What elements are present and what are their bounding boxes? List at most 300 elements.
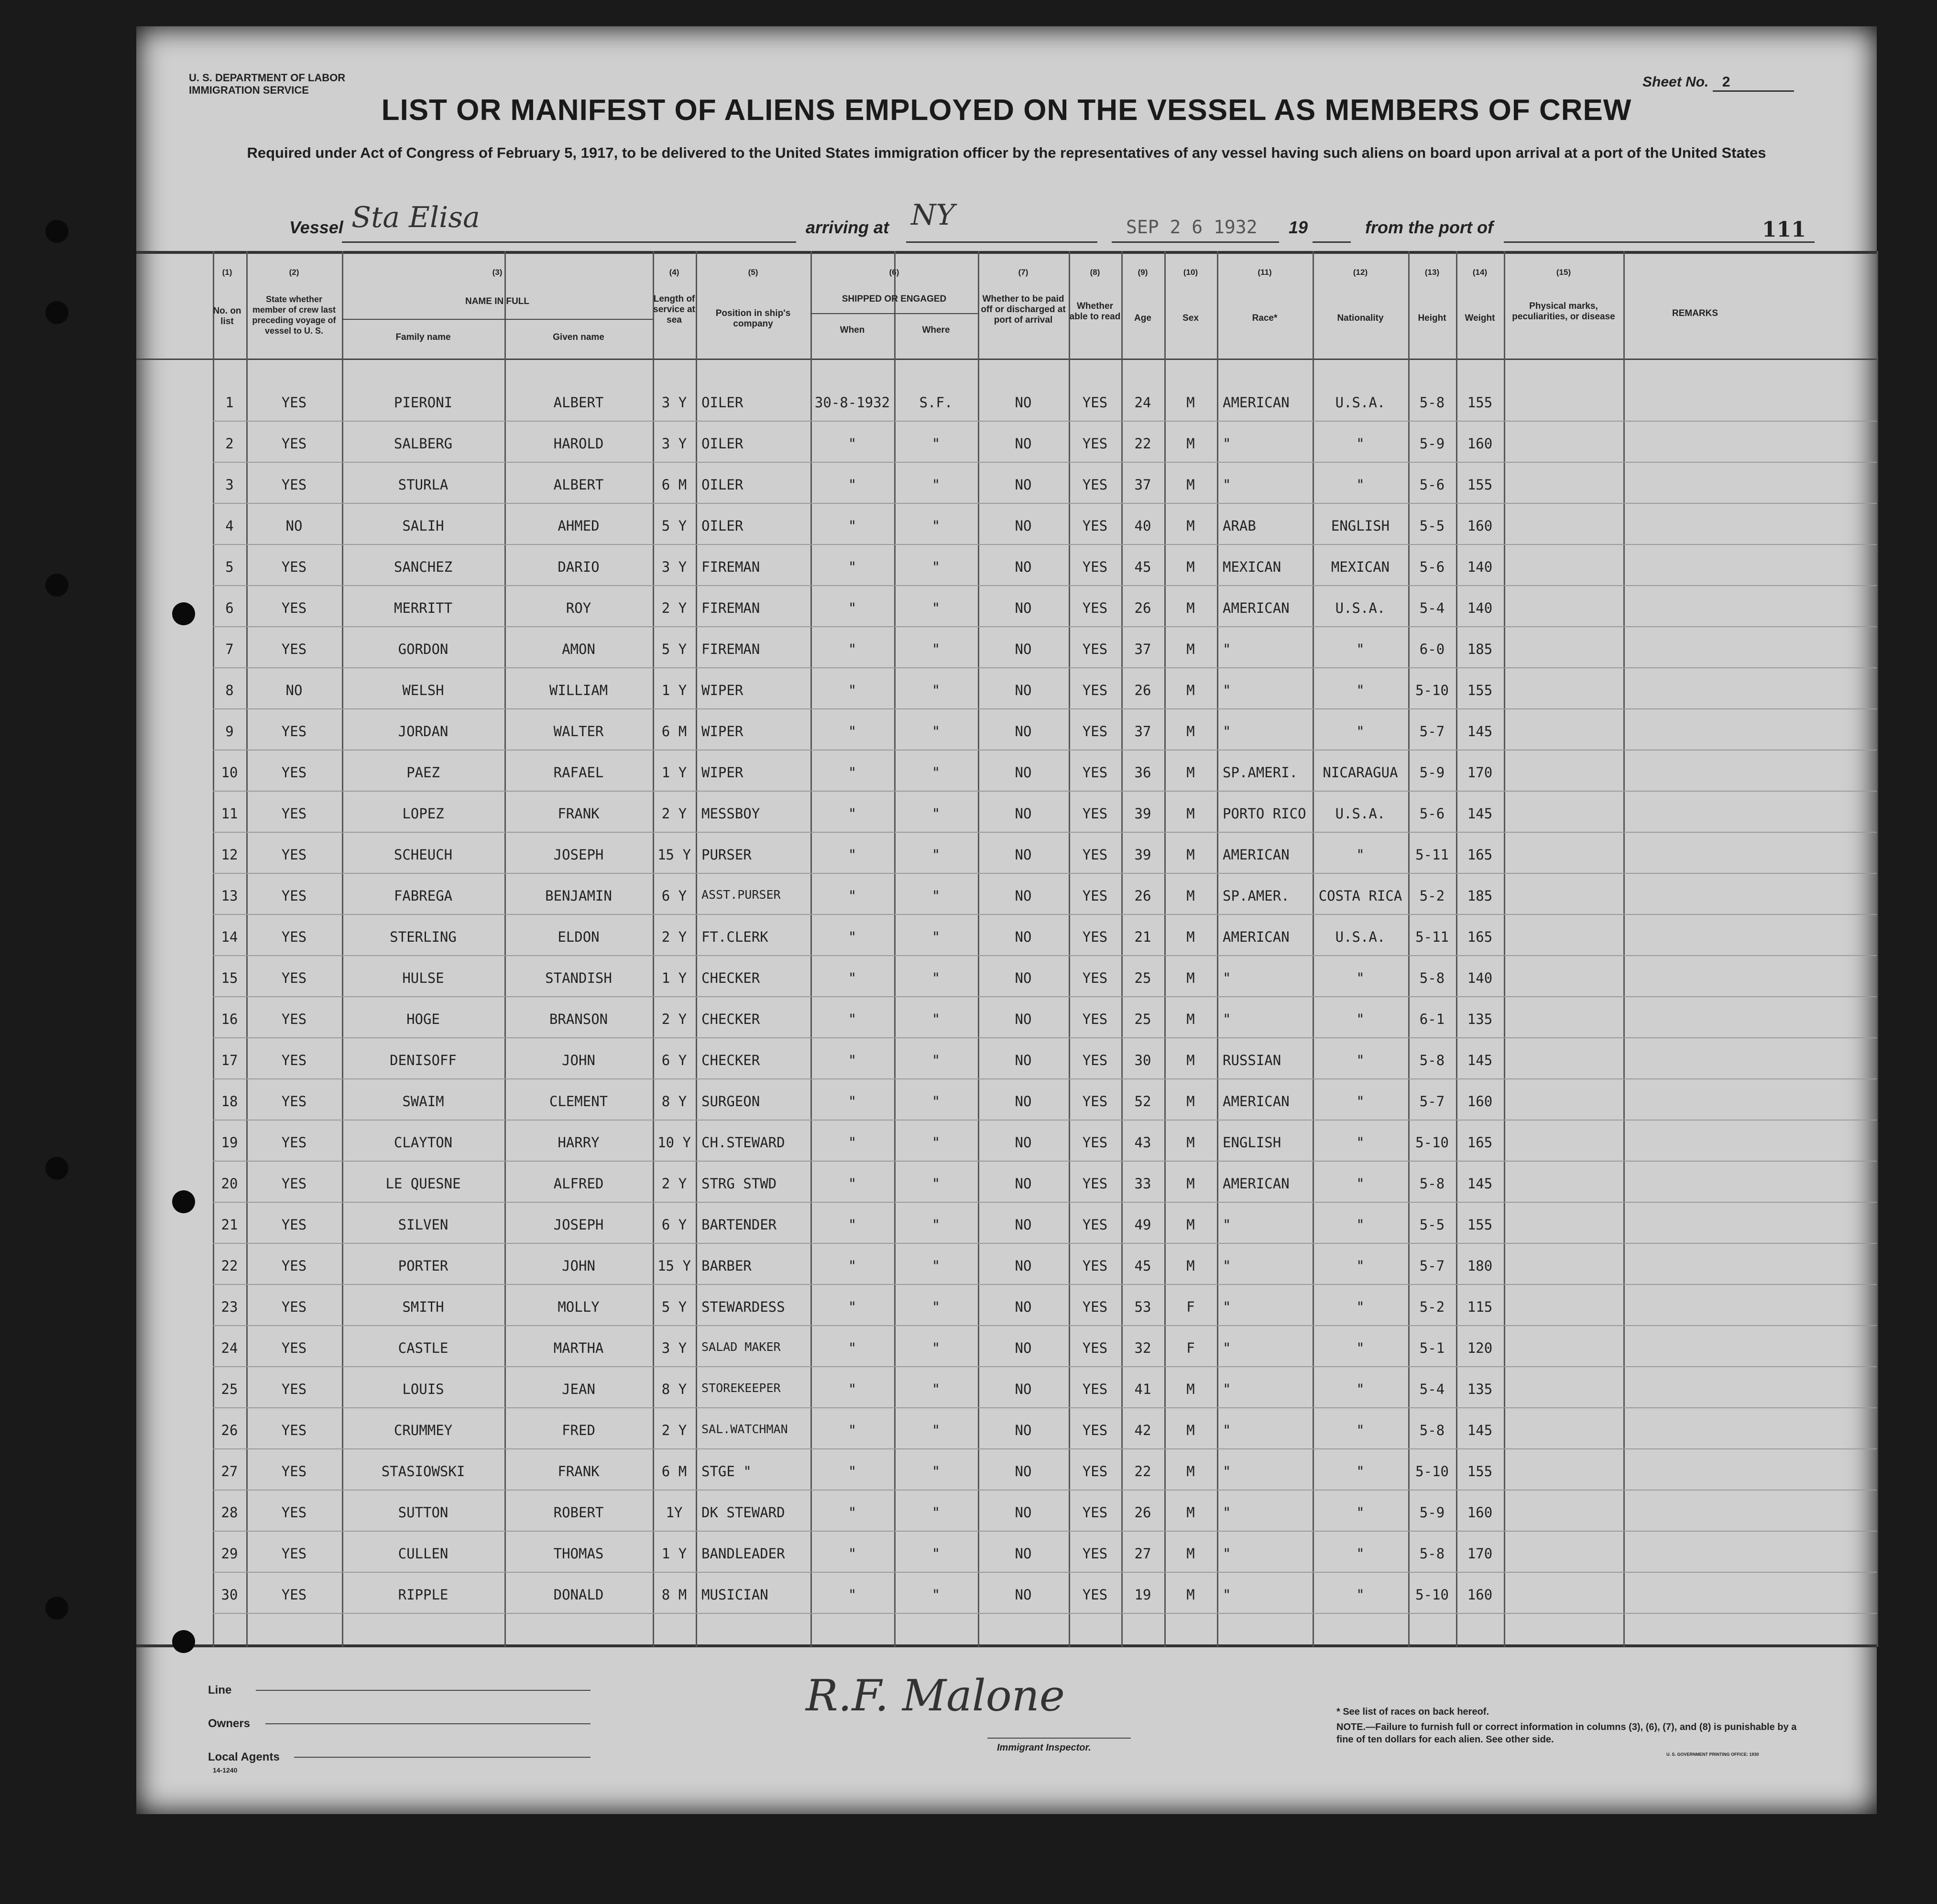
col13-number: (13) <box>1424 268 1440 277</box>
cell-no: 2 <box>225 435 234 452</box>
cell-no: 10 <box>221 764 238 781</box>
cell-state: YES <box>281 1545 307 1562</box>
cell-position: FIREMAN <box>701 600 760 616</box>
cell-when: " <box>848 1463 857 1480</box>
cell-family: STASIOWSKI <box>381 1463 465 1480</box>
cell-nat: " <box>1356 641 1365 657</box>
cell-given: ELDON <box>558 929 600 945</box>
cell-family: SALBERG <box>394 435 453 452</box>
cell-length: 8 M <box>661 1587 687 1603</box>
cell-position: WIPER <box>701 682 744 698</box>
cell-state: YES <box>281 764 307 781</box>
cell-height: 5-11 <box>1415 847 1449 863</box>
cell-when: 30-8-1932 <box>814 394 890 411</box>
cell-no: 8 <box>225 682 234 698</box>
cell-given: FRANK <box>558 805 600 822</box>
cell-given: THOMAS <box>553 1545 604 1562</box>
cell-length: 1 Y <box>661 764 687 781</box>
cell-weight: 115 <box>1467 1299 1493 1315</box>
cell-weight: 140 <box>1467 559 1493 575</box>
cell-read: YES <box>1082 559 1108 575</box>
cell-no: 14 <box>221 929 238 945</box>
cell-family: PIERONI <box>394 394 453 411</box>
cell-age: 26 <box>1134 682 1151 698</box>
cell-read: YES <box>1082 805 1108 822</box>
cell-when: " <box>848 1258 857 1274</box>
cell-given: JOSEPH <box>553 1217 604 1233</box>
cell-weight: 135 <box>1467 1011 1493 1027</box>
cell-given: DARIO <box>558 559 600 575</box>
cell-length: 6 M <box>661 1463 687 1480</box>
header-where: Where <box>922 325 950 335</box>
cell-height: 5-8 <box>1419 1052 1445 1068</box>
cell-age: 26 <box>1134 1504 1151 1521</box>
cell-family: SCHEUCH <box>394 847 453 863</box>
cell-when: " <box>848 888 857 904</box>
cell-position: SAL.WATCHMAN <box>701 1422 788 1436</box>
cell-when: " <box>848 641 857 657</box>
cell-paid: NO <box>1015 477 1032 493</box>
cell-position: CHECKER <box>701 1011 760 1027</box>
cell-paid: NO <box>1015 1052 1032 1068</box>
header-sex: Sex <box>1182 313 1199 323</box>
cell-length: 3 Y <box>661 559 687 575</box>
cell-height: 6-0 <box>1419 641 1445 657</box>
cell-nat: " <box>1356 1011 1365 1027</box>
cell-height: 5-6 <box>1419 477 1445 493</box>
cell-age: 26 <box>1134 888 1151 904</box>
cell-nat: " <box>1356 1340 1365 1356</box>
cell-state: YES <box>281 1134 307 1151</box>
cell-no: 24 <box>221 1340 238 1356</box>
cell-given: ALBERT <box>553 477 604 493</box>
cell-age: 25 <box>1134 970 1151 986</box>
cell-sex: M <box>1186 435 1195 452</box>
cell-no: 15 <box>221 970 238 986</box>
races-note: * See list of races on back hereof. <box>1336 1707 1489 1717</box>
cell-state: YES <box>281 641 307 657</box>
cell-sex: M <box>1186 1011 1195 1027</box>
cell-paid: NO <box>1015 641 1032 657</box>
cell-read: YES <box>1082 1299 1108 1315</box>
cell-sex: M <box>1186 929 1195 945</box>
col11-number: (11) <box>1258 268 1272 277</box>
cell-no: 16 <box>221 1011 238 1027</box>
cell-weight: 160 <box>1467 518 1493 534</box>
cell-state: YES <box>281 1381 307 1397</box>
cell-position: STRG STWD <box>701 1175 777 1192</box>
cell-where: " <box>931 435 941 452</box>
cell-height: 5-8 <box>1419 1545 1445 1562</box>
cell-length: 3 Y <box>661 435 687 452</box>
cell-state: NO <box>285 682 303 698</box>
cell-where: " <box>931 1504 941 1521</box>
cell-height: 5-10 <box>1415 1587 1449 1603</box>
cell-family: STURLA <box>398 477 449 493</box>
cell-no: 25 <box>221 1381 238 1397</box>
cell-where: " <box>931 1011 941 1027</box>
cell-age: 42 <box>1134 1422 1151 1438</box>
vessel-line <box>289 198 1819 246</box>
cell-paid: NO <box>1015 723 1032 740</box>
cell-where: " <box>931 1587 941 1603</box>
cell-paid: NO <box>1015 805 1032 822</box>
cell-sex: F <box>1186 1340 1195 1356</box>
cell-family: GORDON <box>398 641 449 657</box>
cell-nat: " <box>1356 723 1365 740</box>
cell-paid: NO <box>1015 1381 1032 1397</box>
cell-state: YES <box>281 1052 307 1068</box>
cell-paid: NO <box>1015 1545 1032 1562</box>
col14-number: (14) <box>1472 268 1488 277</box>
cell-state: YES <box>281 723 307 740</box>
cell-sex: F <box>1186 1299 1195 1315</box>
cell-given: JOHN <box>562 1258 595 1274</box>
cell-no: 28 <box>221 1504 238 1521</box>
penalty-note: NOTE.—Failure to furnish full or correct information in columns (3), (6), (7), and (8) is punishable by a fine of ten dollars for each alien. See other side. <box>1336 1722 1797 1745</box>
cell-position: WIPER <box>701 764 744 781</box>
cell-sex: M <box>1186 1052 1195 1068</box>
cell-nat: NICARAGUA <box>1323 764 1398 781</box>
header-nationality: Nationality <box>1337 313 1384 323</box>
local-agents-label: Local Agents <box>208 1751 280 1763</box>
cell-race: " <box>1223 1011 1231 1027</box>
cell-race: " <box>1223 1340 1231 1356</box>
cell-sex: M <box>1186 1093 1195 1110</box>
cell-paid: NO <box>1015 559 1032 575</box>
cell-when: " <box>848 1175 857 1192</box>
cell-when: " <box>848 559 857 575</box>
cell-weight: 120 <box>1467 1340 1493 1356</box>
cell-given: HAROLD <box>553 435 604 452</box>
cell-read: YES <box>1082 1545 1108 1562</box>
cell-read: YES <box>1082 1422 1108 1438</box>
cell-family: WELSH <box>402 682 444 698</box>
cell-read: YES <box>1082 1463 1108 1480</box>
cell-length: 5 Y <box>661 1299 687 1315</box>
line-label: Line <box>208 1684 232 1697</box>
cell-family: JORDAN <box>398 723 449 740</box>
cell-position: BARBER <box>701 1258 752 1274</box>
header-remarks: REMARKS <box>1672 308 1718 318</box>
cell-height: 5-2 <box>1419 888 1445 904</box>
header-when: When <box>840 325 865 335</box>
cell-position: PURSER <box>701 847 752 863</box>
cell-when: " <box>848 1381 857 1397</box>
cell-height: 5-8 <box>1419 1422 1445 1438</box>
cell-given: MARTHA <box>553 1340 604 1356</box>
cell-state: YES <box>281 1299 307 1315</box>
cell-read: YES <box>1082 477 1108 493</box>
cell-age: 30 <box>1134 1052 1151 1068</box>
cell-given: CLEMENT <box>549 1093 608 1110</box>
cell-length: 10 Y <box>657 1134 691 1151</box>
cell-when: " <box>848 1545 857 1562</box>
cell-sex: M <box>1186 477 1195 493</box>
cell-height: 5-5 <box>1419 518 1445 534</box>
cell-nat: U.S.A. <box>1335 394 1386 411</box>
col2-number: (2) <box>289 268 299 277</box>
cell-race: " <box>1223 1381 1231 1397</box>
year-label: 19 <box>1289 218 1308 237</box>
cell-family: SALIH <box>402 518 444 534</box>
inspector-label: Immigrant Inspector. <box>997 1742 1091 1753</box>
cell-where: " <box>931 970 941 986</box>
cell-read: YES <box>1082 1217 1108 1233</box>
cell-length: 2 Y <box>661 600 687 616</box>
cell-paid: NO <box>1015 1011 1032 1027</box>
cell-paid: NO <box>1015 1587 1032 1603</box>
cell-nat: MEXICAN <box>1331 559 1390 575</box>
cell-sex: M <box>1186 1381 1195 1397</box>
cell-position: CH.STEWARD <box>701 1134 785 1151</box>
cell-age: 45 <box>1134 1258 1151 1274</box>
cell-state: YES <box>281 805 307 822</box>
cell-paid: NO <box>1015 1093 1032 1110</box>
cell-position: OILER <box>701 435 744 452</box>
col12-number: (12) <box>1353 268 1368 277</box>
cell-state: YES <box>281 1217 307 1233</box>
cell-position: FT.CLERK <box>701 929 768 945</box>
cell-paid: NO <box>1015 1463 1032 1480</box>
header-age: Age <box>1134 313 1151 323</box>
cell-sex: M <box>1186 1217 1195 1233</box>
vessel-name: Sta Elisa <box>351 201 480 234</box>
cell-nat: " <box>1356 435 1365 452</box>
cell-nat: " <box>1356 1217 1365 1233</box>
cell-when: " <box>848 1052 857 1068</box>
header-state: State whether member of crew last preceding voyage of vessel to U. S. <box>252 294 336 336</box>
col4-number: (4) <box>669 268 679 277</box>
cell-given: HARRY <box>558 1134 600 1151</box>
cell-nat: " <box>1356 1299 1365 1315</box>
cell-sex: M <box>1186 970 1195 986</box>
header-weight: Weight <box>1465 313 1495 323</box>
cell-height: 5-6 <box>1419 559 1445 575</box>
cell-race: " <box>1223 1217 1231 1233</box>
cell-nat: " <box>1356 1175 1365 1192</box>
cell-sex: M <box>1186 805 1195 822</box>
cell-state: YES <box>281 600 307 616</box>
cell-where: " <box>931 641 941 657</box>
cell-no: 13 <box>221 888 238 904</box>
sheet-number <box>1642 74 1794 92</box>
cell-paid: NO <box>1015 764 1032 781</box>
cell-family: SILVEN <box>398 1217 449 1233</box>
cell-age: 24 <box>1134 394 1151 411</box>
cell-where: " <box>931 518 941 534</box>
cell-given: AMON <box>562 641 595 657</box>
cell-nat: " <box>1356 682 1365 698</box>
cell-no: 30 <box>221 1587 238 1603</box>
cell-height: 5-9 <box>1419 764 1445 781</box>
arriving-label: arriving at <box>806 218 889 237</box>
cell-no: 9 <box>225 723 234 740</box>
cell-when: " <box>848 929 857 945</box>
cell-age: 19 <box>1134 1587 1151 1603</box>
cell-position: DK STEWARD <box>701 1504 785 1521</box>
cell-family: SUTTON <box>398 1504 449 1521</box>
cell-weight: 155 <box>1467 477 1493 493</box>
cell-race: " <box>1223 682 1231 698</box>
cell-where: " <box>931 1381 941 1397</box>
cell-nat: " <box>1356 1422 1365 1438</box>
cell-state: YES <box>281 559 307 575</box>
cell-position: CHECKER <box>701 970 760 986</box>
cell-paid: NO <box>1015 1299 1032 1315</box>
cell-read: YES <box>1082 600 1108 616</box>
cell-nat: U.S.A. <box>1335 805 1386 822</box>
cell-race: AMERICAN <box>1223 929 1290 945</box>
cell-race: AMERICAN <box>1223 847 1290 863</box>
cell-weight: 155 <box>1467 682 1493 698</box>
header-race: Race* <box>1252 313 1278 323</box>
cell-where: " <box>931 1258 941 1274</box>
cell-nat: COSTA RICA <box>1318 888 1402 904</box>
cell-read: YES <box>1082 1587 1108 1603</box>
cell-where: " <box>931 1217 941 1233</box>
cell-read: YES <box>1082 1381 1108 1397</box>
cell-given: BRANSON <box>549 1011 608 1027</box>
cell-length: 6 Y <box>661 1217 687 1233</box>
cell-nat: " <box>1356 1093 1365 1110</box>
cell-length: 1Y <box>666 1504 683 1521</box>
cell-read: YES <box>1082 682 1108 698</box>
cell-when: " <box>848 600 857 616</box>
cell-given: STANDISH <box>545 970 612 986</box>
cell-weight: 180 <box>1467 1258 1493 1274</box>
cell-read: YES <box>1082 641 1108 657</box>
department-name: U. S. DEPARTMENT OF LABOR <box>189 72 346 84</box>
cell-sex: M <box>1186 518 1195 534</box>
cell-paid: NO <box>1015 435 1032 452</box>
cell-given: FRANK <box>558 1463 600 1480</box>
cell-read: YES <box>1082 1175 1108 1192</box>
cell-nat: " <box>1356 1504 1365 1521</box>
cell-paid: NO <box>1015 1340 1032 1356</box>
form-number: 14-1240 <box>213 1766 238 1774</box>
cell-given: FRED <box>562 1422 595 1438</box>
sheet-number-value: 2 <box>1713 74 1794 92</box>
cell-when: " <box>848 970 857 986</box>
cell-paid: NO <box>1015 518 1032 534</box>
cell-where: S.F. <box>919 394 953 411</box>
cell-sex: M <box>1186 600 1195 616</box>
cell-sex: M <box>1186 888 1195 904</box>
header-no-on-list: No. on list <box>213 306 241 326</box>
cell-length: 6 M <box>661 723 687 740</box>
cell-when: " <box>848 1134 857 1151</box>
cell-sex: M <box>1186 764 1195 781</box>
cell-position: WIPER <box>701 723 744 740</box>
cell-age: 45 <box>1134 559 1151 575</box>
cell-position: FIREMAN <box>701 559 760 575</box>
cell-given: WILLIAM <box>549 682 608 698</box>
cell-race: " <box>1223 435 1231 452</box>
header-height: Height <box>1418 313 1446 323</box>
cell-height: 5-7 <box>1419 1093 1445 1110</box>
cell-when: " <box>848 805 857 822</box>
cell-weight: 155 <box>1467 1463 1493 1480</box>
col1-number: (1) <box>222 268 232 277</box>
cell-height: 5-8 <box>1419 394 1445 411</box>
cell-height: 5-4 <box>1419 600 1445 616</box>
cell-given: WALTER <box>553 723 604 740</box>
cell-when: " <box>848 435 857 452</box>
col7-number: (7) <box>1018 268 1029 277</box>
cell-given: RAFAEL <box>553 764 604 781</box>
cell-position: SURGEON <box>701 1093 760 1110</box>
cell-position: STOREKEEPER <box>701 1381 781 1395</box>
cell-nat: " <box>1356 1381 1365 1397</box>
cell-sex: M <box>1186 1258 1195 1274</box>
cell-height: 5-10 <box>1415 1134 1449 1151</box>
cell-state: YES <box>281 477 307 493</box>
cell-state: YES <box>281 1587 307 1603</box>
cell-paid: NO <box>1015 970 1032 986</box>
document-subtitle: Required under Act of Congress of February 5, 1917, to be delivered to the United States immigration officer by the representatives of any vessel having such aliens on board upon arrival at a port of the United States <box>247 144 1766 161</box>
cell-state: YES <box>281 1422 307 1438</box>
cell-when: " <box>848 682 857 698</box>
cell-sex: M <box>1186 1504 1195 1521</box>
cell-family: STERLING <box>390 929 457 945</box>
cell-height: 5-1 <box>1419 1340 1445 1356</box>
cell-read: YES <box>1082 847 1108 863</box>
cell-when: " <box>848 1340 857 1356</box>
cell-read: YES <box>1082 435 1108 452</box>
cell-age: 26 <box>1134 600 1151 616</box>
cell-sex: M <box>1186 1134 1195 1151</box>
cell-read: YES <box>1082 723 1108 740</box>
cell-weight: 145 <box>1467 1422 1493 1438</box>
cell-race: PORTO RICO <box>1223 805 1306 822</box>
cell-family: LE QUESNE <box>385 1175 461 1192</box>
col10-number: (10) <box>1183 268 1198 277</box>
cell-when: " <box>848 1217 857 1233</box>
cell-when: " <box>848 477 857 493</box>
cell-length: 3 Y <box>661 1340 687 1356</box>
cell-when: " <box>848 723 857 740</box>
cell-paid: NO <box>1015 682 1032 698</box>
cell-sex: M <box>1186 723 1195 740</box>
cell-height: 5-5 <box>1419 1217 1445 1233</box>
cell-no: 20 <box>221 1175 238 1192</box>
cell-no: 18 <box>221 1093 238 1110</box>
cell-family: LOPEZ <box>402 805 444 822</box>
cell-state: NO <box>285 518 303 534</box>
cell-position: SALAD MAKER <box>701 1340 781 1354</box>
cell-where: " <box>931 805 941 822</box>
cell-race: MEXICAN <box>1223 559 1281 575</box>
cell-weight: 155 <box>1467 1217 1493 1233</box>
document-title: LIST OR MANIFEST OF ALIENS EMPLOYED ON THE VESSEL AS MEMBERS OF CREW <box>381 94 1632 127</box>
cell-nat: " <box>1356 1134 1365 1151</box>
cell-length: 8 Y <box>661 1093 687 1110</box>
cell-where: " <box>931 1175 941 1192</box>
cell-race: SP.AMER. <box>1223 888 1290 904</box>
cell-state: YES <box>281 929 307 945</box>
cell-read: YES <box>1082 394 1108 411</box>
cell-weight: 160 <box>1467 435 1493 452</box>
cell-where: " <box>931 1299 941 1315</box>
cell-race: " <box>1223 641 1231 657</box>
cell-nat: " <box>1356 847 1365 863</box>
cell-race: " <box>1223 1545 1231 1562</box>
reference-number: 111 <box>1762 218 1806 242</box>
cell-paid: NO <box>1015 1134 1032 1151</box>
col9-number: (9) <box>1138 268 1148 277</box>
cell-where: " <box>931 1340 941 1356</box>
